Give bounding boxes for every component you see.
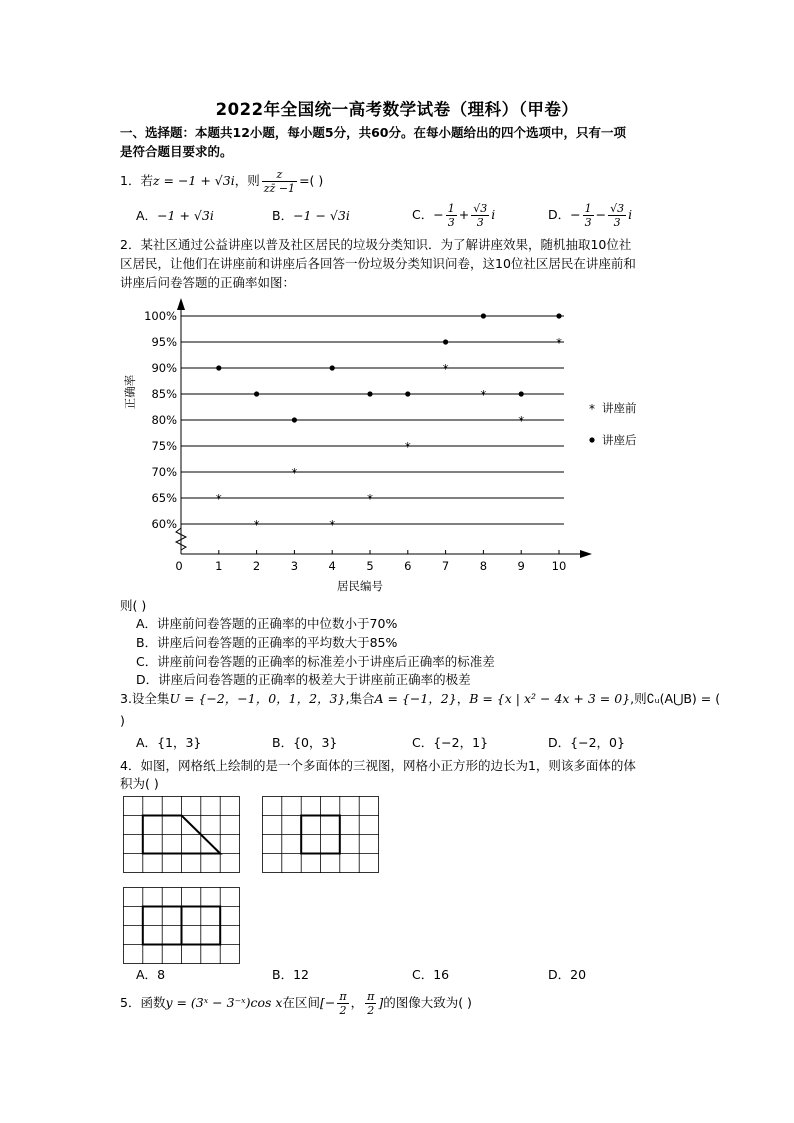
q1-option-d-f1d: 3: [584, 216, 592, 229]
q1-option-d-frac2: [608, 202, 626, 229]
q3-option-c[interactable]: [412, 734, 488, 752]
q2-line1: 2．某社区通过公益讲座以普及社区居民的垃圾分类知识．为了解讲座效果，随机抽取10位社: [120, 237, 632, 252]
accuracy-scatter-chart: [110, 292, 670, 602]
q5-frac-left: [337, 990, 348, 1017]
q1-option-b-text: −1 − √3i: [293, 208, 350, 223]
q1-option-b[interactable]: [272, 207, 350, 225]
y-tick-label: 85%: [151, 387, 177, 401]
q1-option-b-label: B．: [272, 208, 294, 223]
q1-option-d-label: D．: [548, 207, 571, 222]
q1-option-d[interactable]: [548, 202, 632, 229]
side-view-grid: [262, 796, 380, 874]
q4-option-d-label: D．: [548, 967, 571, 982]
after-point: [519, 391, 524, 396]
q1-option-a-text: −1 + √3i: [157, 208, 214, 223]
q5-interval-open: [−: [319, 995, 336, 1010]
x-tick-label: 5: [366, 559, 374, 573]
q1-option-c-sign: −: [433, 207, 444, 222]
before-point: *: [291, 466, 298, 480]
y-tick-label: 80%: [151, 413, 177, 427]
q3-u-set: U = {−2，−1，0，1，2，3}: [169, 691, 346, 706]
q4-option-b-text: 12: [293, 967, 309, 982]
x-tick-label: 10: [551, 559, 567, 573]
q5-mid: 在区间: [282, 995, 320, 1010]
legend-after-marker: [589, 437, 594, 442]
legend-after-label: 讲座后: [602, 433, 637, 447]
q2-option-c[interactable]: C．讲座前问卷答题的正确率的标准差小于讲座后正确率的标准差: [136, 654, 495, 669]
front-view-grid: [123, 796, 241, 874]
y-axis-label: 正确率: [123, 374, 137, 410]
y-axis-arrow: [177, 298, 185, 310]
q4-option-a-text: 8: [157, 967, 166, 982]
before-point: *: [367, 492, 373, 506]
q3-option-c-label: C．: [412, 735, 434, 750]
q2-then: 则( ): [120, 598, 147, 613]
q1-option-c-frac1: [446, 202, 457, 229]
q1-option-c-op: +: [458, 207, 470, 222]
section-heading-line2: 是符合题目要求的。: [120, 144, 233, 159]
q1-z-expr: z = −1 + √3i: [152, 173, 235, 188]
q4-option-c[interactable]: [412, 966, 449, 984]
legend-before-label: 讲座前: [602, 401, 637, 415]
q2-option-b[interactable]: B．讲座后问卷答题的正确率的平均数大于85%: [136, 635, 398, 650]
q1-option-d-op: −: [595, 207, 607, 222]
before-point: *: [253, 518, 260, 532]
q1-option-c-label: C．: [412, 207, 434, 222]
q5-function: y = (3ˣ − 3⁻ˣ)cos x: [165, 995, 283, 1010]
legend-before-marker: *: [589, 402, 595, 416]
q5-tail: 的图像大致为( ): [383, 995, 472, 1010]
q2-line2: 区居民，让他们在讲座前和讲座后各回答一份垃圾分类知识问卷，这10位社区居民在讲座前和: [120, 256, 636, 271]
q1-option-c-suffix: i: [491, 207, 496, 222]
q4-option-c-text: 16: [433, 967, 450, 982]
x-tick-label: 6: [404, 559, 412, 573]
question-5: [120, 990, 472, 1017]
y-tick-label: 65%: [151, 491, 177, 505]
after-point: [254, 391, 259, 396]
question-1: [120, 168, 323, 195]
q1-option-a-label: A．: [136, 208, 158, 223]
before-point: *: [215, 492, 222, 506]
y-tick-label: 60%: [151, 517, 177, 531]
q1-lead: 1．若: [120, 173, 153, 188]
q3-b-set: B = {x | x² − 4x + 3 = 0}: [469, 691, 631, 706]
q3-option-b-text: {0，3}: [293, 735, 338, 750]
q1-option-d-f2d: 3: [613, 216, 621, 229]
q1-option-c-f2d: 3: [476, 216, 484, 229]
q4-option-c-label: C．: [412, 967, 434, 982]
x-tick-label: 3: [290, 559, 299, 573]
exam-title: 2022年全国统一高考数学试卷（理科）（甲卷）: [215, 100, 579, 119]
q3-lead: 3.设全集: [120, 691, 170, 706]
after-point: [556, 313, 561, 318]
after-point: [443, 339, 448, 344]
q4-option-d[interactable]: [548, 966, 586, 984]
q1-option-d-frac1: [583, 202, 594, 229]
x-tick-label: 7: [441, 559, 450, 573]
q2-option-a[interactable]: A．讲座前问卷答题的正确率的中位数小于70%: [136, 616, 398, 631]
q5-f2n: π: [367, 990, 375, 1003]
q4-option-a[interactable]: [136, 966, 165, 984]
x-tick-label: 9: [517, 559, 525, 573]
after-point: [292, 417, 297, 422]
q3-tail: ,则∁ᵤ(A⋃B) = (: [630, 691, 721, 706]
q3-option-a[interactable]: [136, 734, 201, 752]
x-axis-label: 居民编号: [337, 579, 383, 593]
q1-option-d-suffix: i: [628, 207, 633, 222]
after-point: [330, 365, 335, 370]
section-heading-line1: 一、选择题：本题共12小题，每小题5分，共60分。在每小题给出的四个选项中，只有一项: [120, 125, 626, 140]
y-tick-label: 90%: [151, 361, 177, 375]
q1-mid: ，则: [234, 173, 260, 188]
origin-label: 0: [175, 559, 183, 573]
q1-option-c[interactable]: [412, 202, 495, 229]
q2-option-d[interactable]: D．讲座后问卷答题的正确率的极差大于讲座前正确率的极差: [136, 672, 471, 687]
q5-frac-right: [365, 990, 376, 1017]
q1-option-d-f1n: 1: [584, 202, 592, 215]
q3-option-b-label: B．: [272, 735, 294, 750]
q3-a-set: A = {−1，2}: [374, 691, 457, 706]
q4-line1: 4．如图，网格纸上绘制的是一个多面体的三视图，网格小正方形的边长为1，则该多面体的体: [120, 758, 636, 773]
q5-f1n: π: [339, 990, 347, 1003]
before-point: *: [480, 388, 487, 402]
after-point: [216, 365, 221, 370]
q3-option-a-label: A．: [136, 735, 158, 750]
y-tick-label: 75%: [151, 439, 177, 453]
after-point: [367, 391, 372, 396]
before-point: *: [404, 440, 411, 454]
before-point: *: [556, 336, 562, 350]
y-tick-label: 70%: [151, 465, 177, 479]
q4-line2: 积为( ): [120, 776, 159, 791]
after-point: [405, 391, 410, 396]
question-3: 3.设全集U = {−2，−1，0，1，2，3},集合A = {−1，2}，B = {x | x² − 4x + 3 = 0},则∁ᵤ(A⋃B) = (: [120, 691, 721, 706]
q5-f1d: 2: [339, 1004, 347, 1017]
q1-option-c-f1d: 3: [447, 216, 455, 229]
x-tick-label: 2: [252, 559, 261, 573]
before-point: *: [442, 362, 449, 376]
q1-option-c-f1n: 1: [447, 202, 455, 215]
q3-option-b[interactable]: [272, 734, 337, 752]
q4-option-d-text: 20: [570, 967, 587, 982]
y-tick-label: 95%: [151, 335, 177, 349]
x-tick-label: 1: [215, 559, 223, 573]
q1-option-d-f2n: √3: [610, 202, 625, 215]
q3-option-d-label: D．: [548, 735, 571, 750]
q1-option-c-frac2: [471, 202, 489, 229]
q5-lead: 5．函数: [120, 995, 166, 1010]
top-view-grid: [123, 887, 241, 965]
q3-option-d-text: {−2，0}: [570, 735, 625, 750]
q1-tail: =( ): [299, 173, 324, 188]
q2-line3: 讲座后问卷答题的正确率如图：: [120, 275, 296, 290]
q1-frac-num: z: [262, 168, 297, 182]
q1-option-c-f2n: √3: [473, 202, 488, 215]
x-axis-arrow: [580, 550, 592, 558]
q1-option-d-sign: −: [570, 207, 581, 222]
q4-option-b[interactable]: [272, 966, 309, 984]
q3-close-paren: ): [120, 713, 125, 728]
after-point: [481, 313, 486, 318]
q5-comma: ，: [350, 995, 364, 1010]
y-tick-label: 100%: [144, 309, 177, 323]
q3-option-c-text: {−2，1}: [433, 735, 489, 750]
q5-interval-close: ]: [378, 995, 384, 1010]
q4-option-b-label: B．: [272, 967, 294, 982]
before-point: *: [518, 414, 525, 428]
x-tick-label: 8: [479, 559, 488, 573]
q5-f2d: 2: [367, 1004, 375, 1017]
q1-option-a[interactable]: [136, 207, 214, 225]
q3-mid: ,集合: [345, 691, 375, 706]
q1-fraction: [262, 168, 297, 195]
q1-frac-den: zz̄ −1: [263, 182, 296, 195]
x-tick-label: 4: [328, 559, 336, 573]
q3-option-a-text: {1，3}: [157, 735, 202, 750]
before-point: *: [329, 518, 336, 532]
q3-option-d[interactable]: [548, 734, 625, 752]
q4-option-a-label: A．: [136, 967, 158, 982]
